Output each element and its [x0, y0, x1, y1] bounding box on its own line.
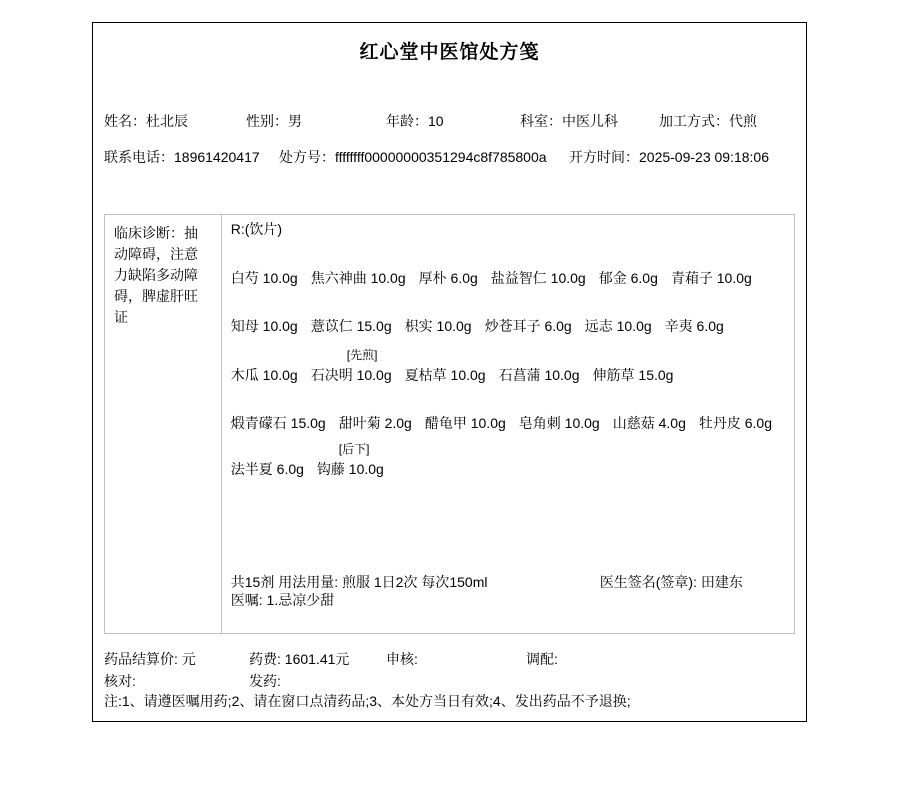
- check-label: 核对:: [104, 673, 136, 689]
- dosage-usage: 共15剂 用法用量: 煎服 1日2次 每次150ml: [230, 574, 488, 590]
- herb-item: 辛夷 6.0g: [664, 318, 724, 334]
- herb-item: 炒苍耳子 6.0g: [484, 318, 572, 334]
- clinical-diagnosis: 临床诊断：抽动障碍，注意力缺陷多动障碍，脾虚肝旺证: [105, 215, 222, 633]
- issue-time-value: 2025-09-23 09:18:06: [639, 149, 769, 165]
- herb-item: 白芍 10.0g: [230, 270, 298, 286]
- doctor-signature: 医生签名(签章): 田建东: [599, 574, 743, 590]
- dispense-prep-label: 调配:: [526, 651, 558, 667]
- herb-item: 醋龟甲 10.0g: [424, 415, 506, 431]
- department-field: [520, 111, 618, 131]
- herb-item: 甜叶菊 2.0g: [338, 415, 412, 431]
- herb-item: 盐益智仁 10.0g: [490, 270, 586, 286]
- department-value: 中医儿科: [562, 113, 618, 129]
- decoct-first-tag: [先煎]: [346, 348, 378, 362]
- herb-item: 厚朴 6.0g: [418, 270, 478, 286]
- gender-field: [246, 111, 302, 131]
- usage-row: [231, 573, 785, 591]
- herb-item: 远志 10.0g: [584, 318, 652, 334]
- dispense-field: [249, 671, 281, 691]
- rx-area: [222, 215, 794, 633]
- herb-item: 知母 10.0g: [230, 318, 298, 334]
- herb-item: 牡丹皮 6.0g: [698, 415, 772, 431]
- gender-label: 性别：: [246, 113, 288, 129]
- footer-note: 注:1、请遵医嘱用药;2、请在窗口点清药品;3、本处方当日有效;4、发出药品不予退换;: [104, 693, 631, 709]
- herb-line: [231, 269, 785, 288]
- medicine-fee-value: 1601.41元: [284, 651, 350, 667]
- issue-time-label: 开方时间：: [569, 149, 639, 165]
- prescription-sheet: [92, 22, 807, 722]
- patient-name-label: 姓名：: [104, 113, 146, 129]
- review-label: 申核:: [386, 651, 418, 667]
- gender-value: 男: [288, 113, 302, 129]
- age-label: 年龄：: [386, 113, 428, 129]
- herb-item: 焦六神曲 10.0g: [310, 270, 406, 286]
- herb-item: 石菖蒲 10.0g: [498, 367, 580, 383]
- prescription-no-label: 处方号：: [279, 149, 335, 165]
- herb-item: 法半夏 6.0g: [230, 461, 304, 477]
- herb-item: 青葙子 10.0g: [670, 270, 752, 286]
- add-later-tag: [后下]: [338, 442, 370, 456]
- patient-name-field: [104, 111, 188, 131]
- rx-bottom-block: [231, 573, 785, 609]
- phone-label: 联系电话：: [104, 149, 174, 165]
- herb-item: 石决明 10.0g: [310, 367, 392, 383]
- herb-item: 枳实 10.0g: [404, 318, 472, 334]
- prescription-no-value: ffffffff00000000351294c8f785800a: [335, 149, 547, 165]
- processing-method-label: 加工方式：: [659, 113, 729, 129]
- herb-item: 皂角刺 10.0g: [518, 415, 600, 431]
- herb-item: 薏苡仁 15.0g: [310, 318, 392, 334]
- prescription-box: [104, 214, 795, 634]
- herb-line: [231, 460, 785, 479]
- phone-value: 18961420417: [174, 149, 260, 165]
- herb-item: 郁金 6.0g: [598, 270, 658, 286]
- doctor-advice: 医嘱: 1.忌凉少甜: [230, 592, 335, 608]
- issue-time-field: [569, 147, 769, 167]
- medicine-fee-field: [249, 649, 349, 669]
- herb-item: 煅青礞石 15.0g: [230, 415, 326, 431]
- phone-field: [104, 147, 260, 167]
- dispense-prep-field: [526, 649, 558, 669]
- processing-method-field: [659, 111, 757, 131]
- medicine-fee-label: 药费:: [249, 651, 281, 667]
- herb-item: 木瓜 10.0g: [230, 367, 298, 383]
- prescription-no-field: [279, 147, 547, 167]
- herb-line: [231, 317, 785, 336]
- processing-method-value: 代煎: [729, 113, 757, 129]
- check-field: [104, 671, 136, 691]
- herb-item: 山慈菇 4.0g: [612, 415, 686, 431]
- patient-name-value: 杜北辰: [146, 113, 188, 129]
- review-field: [386, 649, 418, 669]
- age-field: [386, 111, 444, 131]
- herb-item: 夏枯草 10.0g: [404, 367, 486, 383]
- settlement-price-value: 元: [181, 651, 196, 667]
- herb-line: [231, 366, 785, 385]
- dispense-label: 发药:: [249, 673, 281, 689]
- page-title: 红心堂中医馆处方笺: [359, 42, 540, 63]
- settlement-price-field: [104, 649, 196, 669]
- age-value: 10: [428, 113, 444, 129]
- settlement-price-label: 药品结算价:: [104, 651, 178, 667]
- herb-item: 钩藤 10.0g: [316, 461, 384, 477]
- rx-header: R:(饮片): [230, 221, 283, 237]
- herb-item: 伸筋草 15.0g: [592, 367, 674, 383]
- herb-line: [231, 414, 785, 433]
- department-label: 科室：: [520, 113, 562, 129]
